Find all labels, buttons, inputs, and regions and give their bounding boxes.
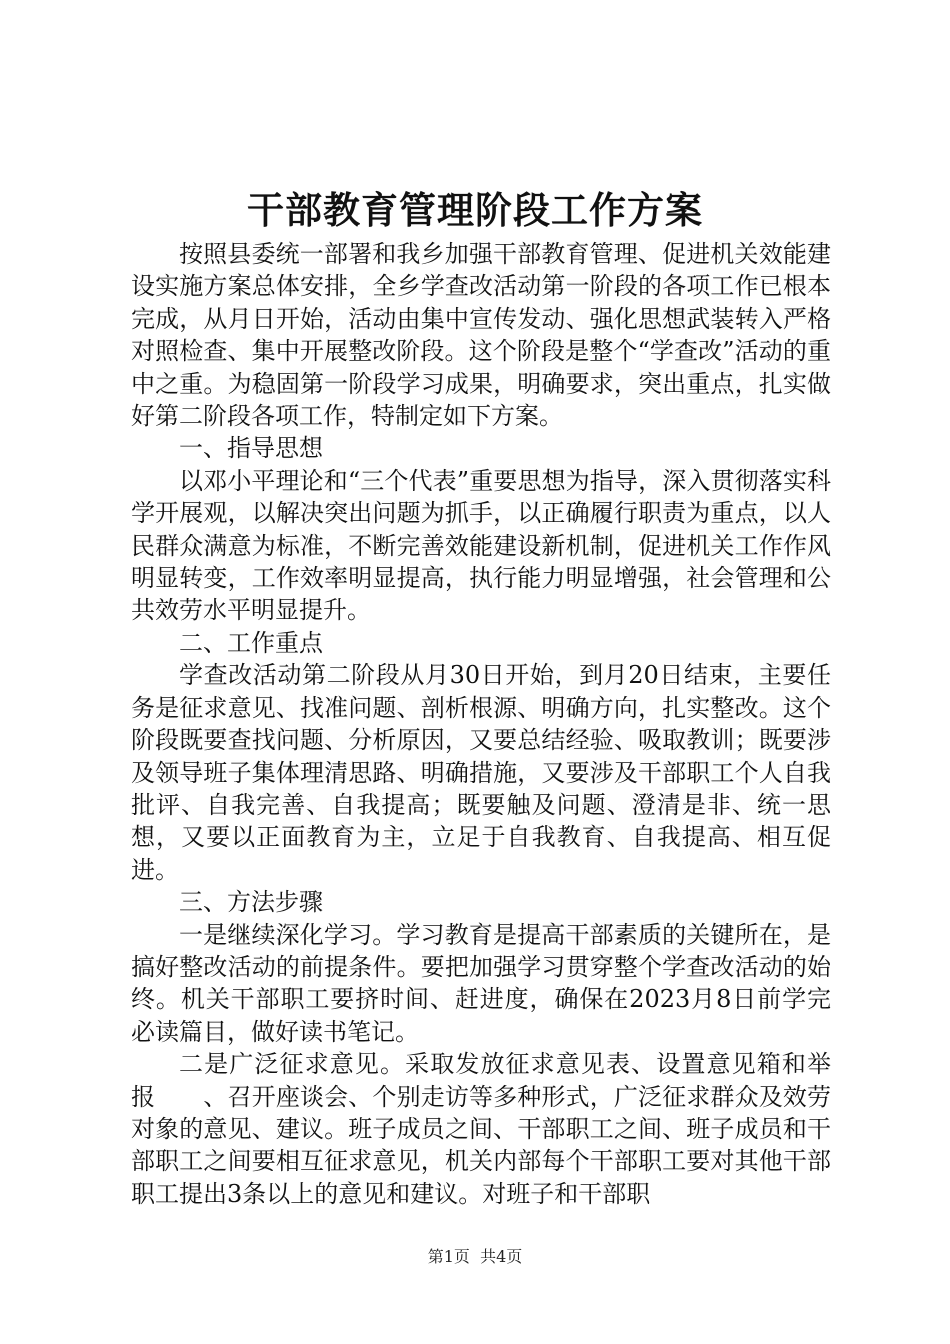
paragraph-step-two: 二是广泛征求意见。采取发放征求意见表、设置意见箱和举报 、召开座谈会、个别走访等多种形式，广泛征求群众及效劳对象的意见、建议。班子成员之间、干部职工之间、班子成员和干部职工之间要相互征求意见，机关内部每个干部职工要对其他干部职工提出3条以上的意见和建议。对班子和干部职 [131, 1050, 831, 1208]
document-title: 干部教育管理阶段工作方案 [247, 188, 703, 232]
section-heading-work-focus: 二、工作重点 [179, 628, 323, 657]
page-footer [0, 1245, 950, 1269]
paragraph-intro: 按照县委统一部署和我乡加强干部教育管理、促进机关效能建设实施方案总体安排，全乡学查改活动第一阶段的各项工作已根本完成，从月日开始，活动由集中宣传发动、强化思想武装转入严格对照检查、集中开展整改阶段。这个阶段是整个“学查改”活动的重中之重。为稳固第一阶段学习成果，明确要求，突出重点，扎实做好第二阶段各项工作，特制定如下方案。 [131, 240, 831, 431]
section-heading-method-steps: 三、方法步骤 [179, 888, 323, 917]
paragraph-step-one: 一是继续深化学习。学习教育是提高干部素质的关键所在，是搞好整改活动的前提条件。要把加强学习贯穿整个学查改活动的始终。机关干部职工要挤时间、赶进度，确保在2023月8日前学完必读篇目，做好读书笔记。 [131, 920, 831, 1046]
paragraph-guiding-thought: 以邓小平理论和“三个代表”重要思想为指导，深入贯彻落实科学开展观，以解决突出问题为抓手，以正确履行职责为重点，以人民群众满意为标准，不断完善效能建设新机制，促进机关工作作风明显转变，工作效率明显提高，执行能力明显增强，社会管理和公共效劳水平明显提升。 [131, 466, 831, 625]
paragraph-work-focus: 学查改活动第二阶段从月30日开始，到月20日结束，主要任务是征求意见、找准问题、剖析根源、明确方向，扎实整改。这个阶段既要查找问题、分析原因，又要总结经验、吸取教训；既要涉及领导班子集体理清思路、明确措施，又要涉及干部职工个人自我批评、自我完善、自我提高；既要触及问题、澄清是非、统一思想，又要以正面教育为主，立足于自我教育、自我提高、相互促进。 [131, 661, 831, 884]
section-heading-guiding-thought: 一、指导思想 [179, 434, 323, 463]
page-number: 第1页 共4页 [427, 1247, 523, 1266]
document-body [131, 238, 831, 1210]
